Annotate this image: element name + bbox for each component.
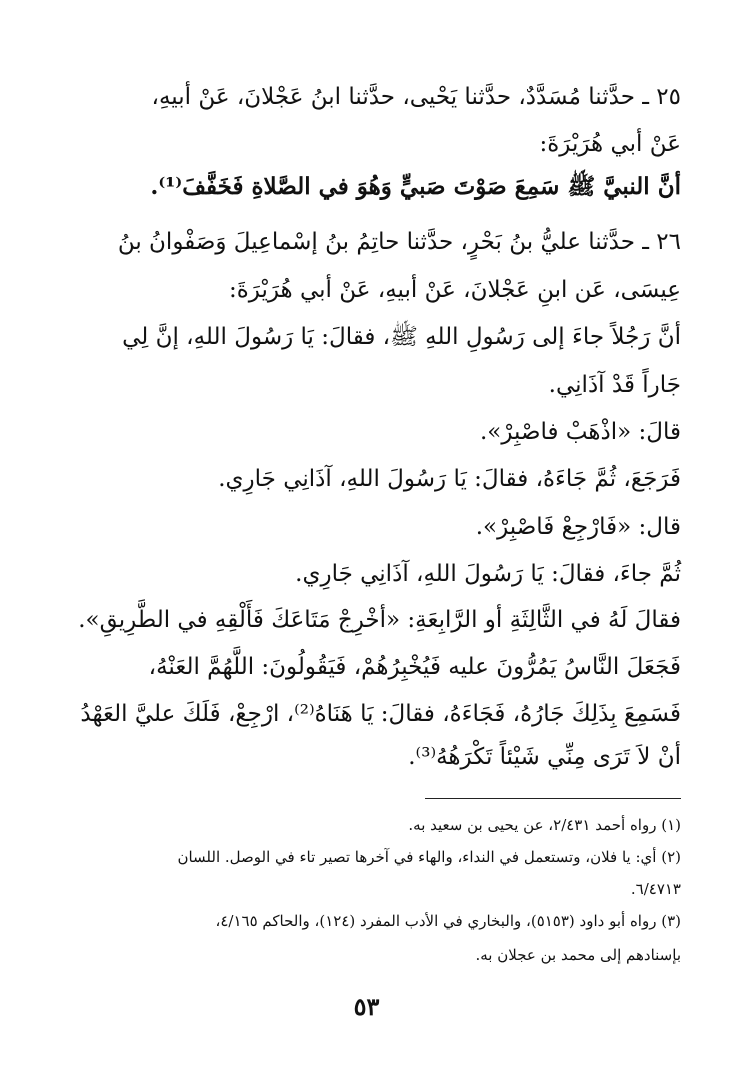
footnote-3-line-2: بإسنادهم إلى محمد بن عجلان به. bbox=[475, 946, 681, 964]
hadith-26-isnad-line-1: ٢٦ ـ حدَّثنا عليُّ بنُ بَحْرٍ، حدَّثنا حاتِمُ بنُ إسْماعِيلَ وَصَفْوانُ بنُ bbox=[117, 229, 681, 255]
footnote-separator bbox=[425, 798, 681, 799]
footnote-2-line-1: (٢) أي: يا فلان، وتستعمل في النداء، والهاء في آخرها تصير تاء في الوصل. اللسان bbox=[177, 848, 681, 866]
hadith-25-isnad-line-2: عَنْ أبي هُرَيْرَةَ: bbox=[539, 131, 681, 157]
hadith-25-isnad-line-1: ٢٥ ـ حدَّثنا مُسَدَّدٌ، حدَّثنا يَحْيى، حدَّثنا ابنُ عَجْلانَ، عَنْ أبيهِ، bbox=[151, 84, 681, 110]
hadith-26-text-line-9: فَسَمِعَ بِذَلِكَ جَارُهُ، فَجَاءَهُ، فقالَ: يَا هَنَاهُ⁽²⁾، ارْجِعْ، فَلَكَ عليَّ العَهْدُ bbox=[80, 701, 681, 727]
hadith-26-text-line-10: أنْ لاَ تَرَى مِنِّي شَيْئاً تَكْرَهُهُ⁽³⁾. bbox=[408, 744, 681, 770]
hadith-26-text-line-3: قالَ: «اذْهَبْ فاصْبِرْ». bbox=[479, 419, 681, 445]
hadith-26-text-line-2: جَاراً قَدْ آذَانِي. bbox=[548, 372, 681, 398]
hadith-26-text-line-6: ثُمَّ جاءَ، فقالَ: يَا رَسُولَ اللهِ، آذَانِي جَارِي. bbox=[295, 561, 681, 587]
footnote-1: (١) رواه أحمد ٢/٤٣١، عن يحيى بن سعيد به. bbox=[408, 816, 681, 834]
hadith-26-text-line-5: قال: «فَارْجِعْ فَاصْبِرْ». bbox=[475, 514, 681, 540]
hadith-26-text-line-8: فَجَعَلَ النَّاسُ يَمُرُّونَ عليه فَيُخْبِرُهُمْ، فَيَقُولُونَ: اللَّهُمَّ العَنْهُ، bbox=[148, 654, 681, 680]
hadith-26-text-line-4: فَرَجَعَ، ثُمَّ جَاءَهُ، فقالَ: يَا رَسُولَ اللهِ، آذَانِي جَارِي. bbox=[218, 466, 681, 492]
footnote-3-line-1: (٣) رواه أبو داود (٥١٥٣)، والبخاري في الأدب المفرد (١٢٤)، والحاكم ٤/١٦٥، bbox=[215, 912, 681, 930]
hadith-26-text-line-1: أنَّ رَجُلاً جاءَ إلى رَسُولِ اللهِ ﷺ، فقالَ: يَا رَسُولَ اللهِ، إنَّ لِي bbox=[122, 324, 681, 350]
hadith-26-text-line-7: فقالَ لَهُ في الثَّالِثَةِ أو الرَّابِعَةِ: «أخْرِجْ مَتَاعَكَ فَأَلْقِهِ في الطَّرِيقِ». bbox=[78, 607, 681, 633]
footnote-2-line-2: ٦/٤٧١٣. bbox=[630, 880, 681, 898]
hadith-25-matn: أنَّ النبيَّ ﷺ سَمِعَ صَوْتَ صَبيٍّ وَهُوَ في الصَّلاةِ فَخَفَّفَ⁽¹⁾. bbox=[150, 173, 681, 200]
page-number: ٥٣ bbox=[353, 992, 380, 1021]
hadith-26-isnad-line-2: عِيسَى، عَن ابنِ عَجْلانَ، عَنْ أبيهِ، عَنْ أبي هُرَيْرَةَ: bbox=[228, 277, 681, 303]
